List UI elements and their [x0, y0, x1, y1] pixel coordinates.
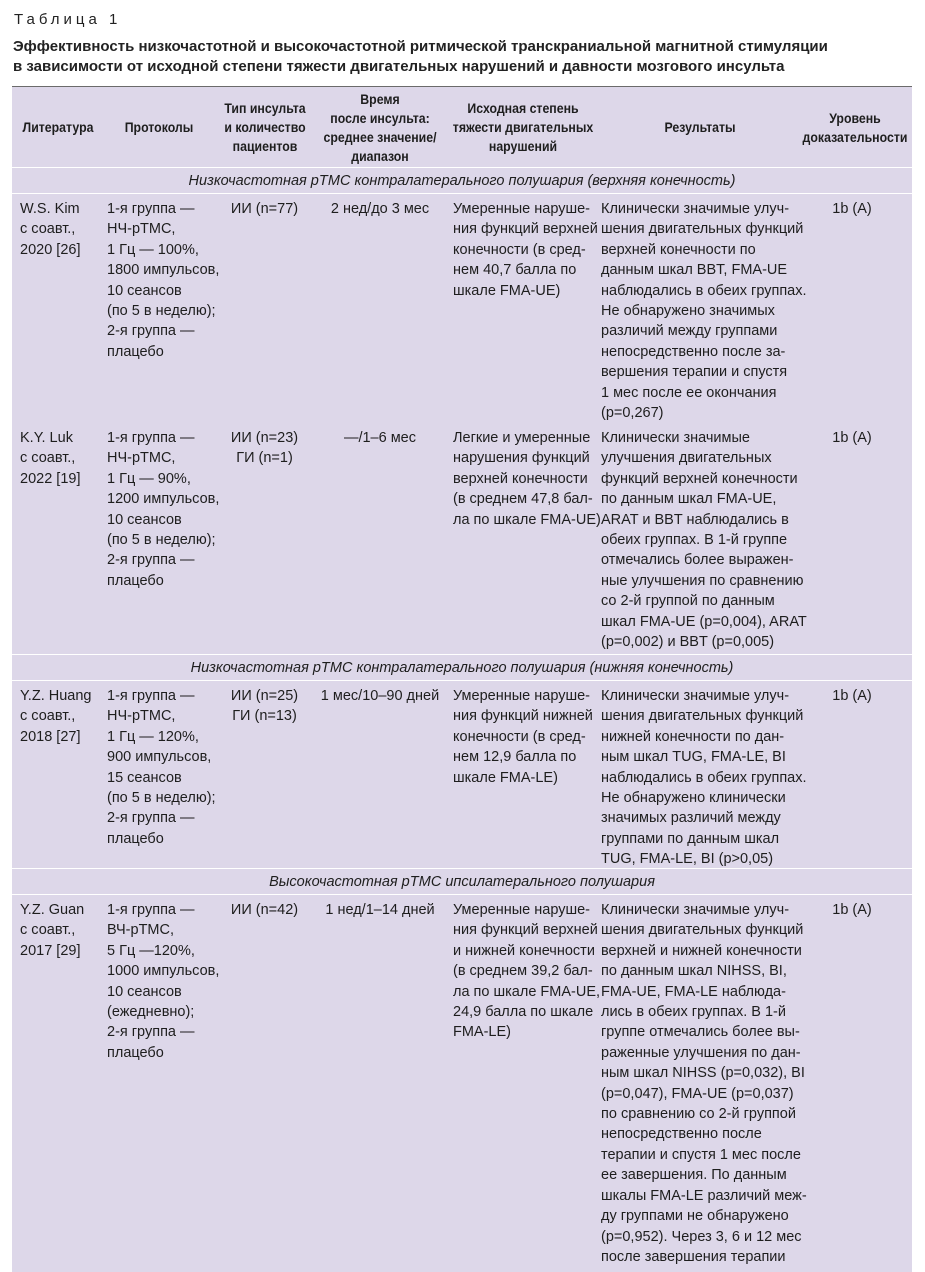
section-header: Низкочастотная рТМС контралатерального полушария (верхняя конечность)	[12, 167, 912, 194]
caption-title-line: Эффективность низкочастотной и высокочастотной ритмической транскраниальной магнитной стимуляции	[13, 38, 828, 55]
protocol-cell-line: 5 Гц —120%,	[107, 942, 195, 959]
time-after-stroke-cell	[312, 199, 448, 219]
literature-cell	[20, 686, 102, 747]
protocol-cell-line: 900 импульсов,	[107, 749, 212, 766]
table-header-row	[12, 87, 912, 169]
literature-cell	[20, 199, 102, 260]
column-header-line: доказательности	[802, 128, 908, 145]
protocol-cell-line: 15 сеансов	[107, 769, 182, 786]
results-cell-line: Не обнаружено значимых	[601, 303, 775, 320]
protocol-cell-line: НЧ-рТМС,	[107, 450, 176, 467]
severity-cell-line: ния функций верхней	[453, 922, 598, 939]
results-cell-line: Не обнаружено клинически	[601, 790, 786, 807]
results-cell-line: шкалы FMA-LE различий меж-	[601, 1187, 807, 1204]
results-cell-line: обеих группах. В 1-й группе	[601, 532, 788, 549]
protocol-cell-line: 1-я группа —	[107, 201, 195, 217]
results-cell-line: нижней конечности по дан-	[601, 728, 785, 745]
column-header-line: Уровень	[829, 109, 881, 126]
column-header-line: Результаты	[664, 119, 736, 135]
results-cell-line: (p=0,952). Через 3, 6 и 12 мес	[601, 1228, 802, 1245]
results-cell-line: ее завершения. По данным	[601, 1167, 787, 1184]
stroke-type-cell-line: ГИ (n=1)	[236, 450, 293, 467]
literature-cell-line: с соавт.,	[20, 221, 76, 238]
time-after-stroke-cell-line: —/1–6 мес	[343, 430, 417, 446]
table-caption-title	[13, 37, 913, 77]
results-table	[12, 86, 912, 1272]
severity-cell-line: ла по шкале FMA-UE,	[453, 983, 601, 1000]
severity-cell-line: Умеренные наруше-	[453, 201, 590, 217]
protocol-cell-line: (ежедневно);	[107, 1004, 195, 1021]
protocol-cell-line: 1 Гц — 90%,	[107, 470, 191, 487]
protocol-cell-line: 10 сеансов	[107, 511, 182, 528]
protocol-cell-line: 1-я группа —	[107, 902, 195, 918]
column-header	[453, 87, 592, 168]
column-header-line: нарушений	[488, 138, 558, 154]
results-cell-line: TUG, FMA-LE, BI (p>0,05)	[601, 851, 774, 868]
literature-cell-line: с соавт.,	[20, 708, 76, 725]
severity-cell-line: (в среднем 47,8 бал-	[453, 491, 593, 508]
protocol-cell	[107, 686, 222, 849]
protocol-cell-line: (по 5 в неделю);	[107, 790, 216, 807]
severity-cell-line: Умеренные наруше-	[453, 688, 590, 704]
protocol-cell-line: 1200 импульсов,	[107, 491, 220, 508]
stroke-type-cell-line: ГИ (n=13)	[232, 708, 297, 725]
stroke-type-cell-line: ИИ (n=42)	[230, 902, 299, 918]
protocol-cell	[107, 428, 222, 591]
results-cell	[601, 686, 807, 870]
protocol-cell-line: 1800 импульсов,	[107, 262, 220, 279]
results-cell-line: Клинически значимые улуч-	[601, 688, 790, 704]
severity-cell-line: шкале FMA-LE)	[453, 769, 558, 786]
results-cell-line: по сравнению со 2-й группой	[601, 1106, 796, 1123]
results-cell-line: вершения терапии и спустя	[601, 364, 788, 381]
protocol-cell-line: ВЧ-рТМС,	[107, 922, 175, 939]
evidence-level-cell	[792, 686, 912, 706]
severity-cell-line: нем 40,7 балла по	[453, 262, 577, 279]
protocol-cell-line: 1 Гц — 100%,	[107, 241, 199, 258]
results-cell-line: ARAT и BBT наблюдались в	[601, 511, 789, 528]
stroke-type-cell	[217, 900, 312, 920]
results-cell-line: различий между группами	[601, 323, 778, 340]
column-header	[220, 87, 310, 168]
severity-cell-line: 24,9 балла по шкале	[453, 1004, 594, 1021]
results-cell-line: ду группами не обнаружено	[601, 1208, 789, 1225]
stroke-type-cell-line: ИИ (n=77)	[230, 201, 299, 217]
literature-cell-line: Y.Z. Huang	[20, 688, 92, 704]
protocol-cell-line: НЧ-рТМС,	[107, 221, 176, 238]
literature-cell-line: 2022 [19]	[20, 470, 81, 487]
protocol-cell	[107, 199, 222, 362]
column-header-line: Исходная степень	[467, 100, 579, 116]
protocol-cell-line: плацебо	[107, 830, 164, 847]
stroke-type-cell	[217, 686, 312, 727]
protocol-cell-line: 1-я группа —	[107, 430, 195, 446]
results-cell-line: шения двигательных функций	[601, 922, 804, 939]
severity-cell	[453, 428, 603, 530]
protocol-cell-line: 2-я группа —	[107, 810, 195, 827]
time-after-stroke-cell	[312, 686, 448, 706]
results-cell-line: Клинически значимые	[601, 430, 750, 446]
evidence-level-cell-line: 1b (A)	[832, 902, 872, 918]
severity-cell	[453, 199, 603, 301]
results-cell	[601, 900, 807, 1267]
results-cell-line: Клинически значимые улуч-	[601, 201, 790, 217]
severity-cell	[453, 900, 603, 1043]
protocol-cell-line: плацебо	[107, 343, 164, 360]
results-cell-line: лись в обеих группах. В 1-й	[601, 1004, 786, 1021]
results-cell-line: функций верхней конечности	[601, 470, 798, 487]
column-header-line: диапазон	[351, 147, 409, 164]
protocol-cell	[107, 900, 222, 1063]
severity-cell-line: Легкие и умеренные	[453, 430, 591, 446]
protocol-cell-line: плацебо	[107, 1044, 164, 1061]
time-after-stroke-cell	[312, 900, 448, 920]
severity-cell-line: Умеренные наруше-	[453, 902, 590, 918]
results-cell-line: непосредственно после	[601, 1126, 762, 1143]
column-header-line: Протоколы	[124, 119, 194, 135]
severity-cell-line: конечности (в сред-	[453, 728, 586, 745]
severity-cell-line: и нижней конечности	[453, 942, 595, 959]
evidence-level-cell-line: 1b (A)	[832, 688, 872, 704]
protocol-cell-line: 1000 импульсов,	[107, 963, 220, 980]
severity-cell-line: верхней конечности	[453, 470, 588, 487]
literature-cell-line: с соавт.,	[20, 922, 76, 939]
section-header: Низкочастотная рТМС контралатерального полушария (нижняя конечность)	[12, 654, 912, 681]
column-header	[614, 87, 786, 168]
column-header-line: среднее значение/	[323, 128, 437, 145]
protocol-cell-line: 1 Гц — 120%,	[107, 728, 199, 745]
severity-cell-line: нарушения функций	[453, 450, 590, 467]
column-header-line: пациентов	[232, 138, 298, 154]
evidence-level-cell	[792, 428, 912, 448]
literature-cell-line: Y.Z. Guan	[20, 902, 85, 918]
results-cell	[601, 428, 807, 652]
severity-cell	[453, 686, 603, 788]
results-cell-line: отмечались более выражен-	[601, 552, 794, 569]
results-cell-line: шения двигательных функций	[601, 221, 804, 238]
literature-cell-line: W.S. Kim	[20, 201, 80, 217]
section-header: Высокочастотная рТМС ипсилатерального полушария	[12, 868, 912, 895]
results-cell-line: шения двигательных функций	[601, 708, 804, 725]
evidence-level-cell-line: 1b (A)	[832, 430, 872, 446]
results-cell-line: непосредственно после за-	[601, 343, 786, 360]
results-cell-line: верхней и нижней конечности	[601, 942, 802, 959]
stroke-type-cell	[217, 199, 312, 219]
column-header-line: тяжести двигательных	[452, 119, 594, 135]
literature-cell	[20, 428, 102, 489]
table-caption-label: Таблица 1	[14, 11, 122, 28]
protocol-cell-line: (по 5 в неделю);	[107, 532, 216, 549]
results-cell-line: ным шкал NIHSS (p=0,032), BI	[601, 1065, 805, 1082]
literature-cell-line: 2020 [26]	[20, 241, 81, 258]
results-cell-line: (p=0,267)	[601, 405, 664, 422]
evidence-level-cell	[792, 199, 912, 219]
caption-title-line: в зависимости от исходной степени тяжести двигательных нарушений и давности мозгового инсульта	[13, 58, 785, 75]
protocol-cell-line: плацебо	[107, 572, 164, 589]
results-cell-line: ные улучшения по сравнению	[601, 572, 804, 589]
stroke-type-cell-line: ИИ (n=23)	[230, 430, 299, 446]
column-header-line: Литература	[22, 119, 94, 135]
evidence-level-cell-line: 1b (A)	[832, 201, 872, 217]
results-cell-line: терапии и спустя 1 мес после	[601, 1146, 801, 1163]
results-cell-line: значимых различий между	[601, 810, 781, 827]
time-after-stroke-cell-line: 1 мес/10–90 дней	[320, 688, 440, 704]
column-header	[18, 87, 99, 168]
results-cell-line: (p=0,002) и BBT (p=0,005)	[601, 634, 775, 651]
results-cell-line: наблюдались в обеих группах.	[601, 282, 807, 299]
time-after-stroke-cell-line: 1 нед/1–14 дней	[325, 902, 435, 918]
results-cell-line: ным шкал TUG, FMA-LE, BI	[601, 749, 786, 766]
results-cell-line: по данным шкал FMA-UE,	[601, 491, 777, 508]
severity-cell-line: шкале FMA-UE)	[453, 282, 561, 299]
results-cell-line: по данным шкал NIHSS, BI,	[601, 963, 787, 980]
results-cell-line: верхней конечности по	[601, 241, 756, 258]
results-cell-line: улучшения двигательных	[601, 450, 772, 467]
time-after-stroke-cell	[312, 428, 448, 448]
stroke-type-cell-line: ИИ (n=25)	[230, 688, 299, 704]
time-after-stroke-cell-line: 2 нед/до 3 мес	[330, 201, 430, 217]
results-cell	[601, 199, 807, 423]
severity-cell-line: ла по шкале FMA-UE)	[453, 511, 601, 528]
results-cell-line: FMA-UE, FMA-LE наблюда-	[601, 983, 786, 1000]
results-cell-line: наблюдались в обеих группах.	[601, 769, 807, 786]
literature-cell-line: 2018 [27]	[20, 728, 81, 745]
literature-cell-line: K.Y. Luk	[20, 430, 73, 446]
column-header-line: Время	[360, 90, 400, 107]
results-cell-line: Клинически значимые улуч-	[601, 902, 790, 918]
severity-cell-line: нем 12,9 балла по	[453, 749, 577, 766]
severity-cell-line: ния функций верхней	[453, 221, 598, 238]
protocol-cell-line: НЧ-рТМС,	[107, 708, 176, 725]
results-cell-line: шкал FMA-UE (p=0,004), ARAT	[601, 613, 807, 630]
literature-cell	[20, 900, 102, 961]
protocol-cell-line: 10 сеансов	[107, 983, 182, 1000]
literature-cell-line: 2017 [29]	[20, 942, 81, 959]
column-header-line: после инсульта:	[330, 109, 430, 126]
protocol-cell-line: 2-я группа —	[107, 552, 195, 569]
protocol-cell-line: 2-я группа —	[107, 1024, 195, 1041]
column-header	[324, 87, 437, 168]
evidence-level-cell	[792, 900, 912, 920]
results-cell-line: 1 мес после ее окончания	[601, 384, 777, 401]
protocol-cell-line: (по 5 в неделю);	[107, 303, 216, 320]
severity-cell-line: конечности (в сред-	[453, 241, 586, 258]
results-cell-line: со 2-й группой по данным	[601, 593, 775, 610]
results-cell-line: группами по данным шкал	[601, 830, 780, 847]
results-cell-line: после завершения терапии	[601, 1248, 786, 1265]
severity-cell-line: ния функций нижней	[453, 708, 593, 725]
results-cell-line: раженные улучшения по дан-	[601, 1044, 801, 1061]
column-header	[111, 87, 208, 168]
column-header-line: и количество	[224, 119, 306, 135]
literature-cell-line: с соавт.,	[20, 450, 76, 467]
severity-cell-line: FMA-LE)	[453, 1024, 511, 1041]
results-cell-line: данным шкал BBT, FMA-UE	[601, 262, 788, 279]
results-cell-line: группе отмечались более вы-	[601, 1024, 800, 1041]
column-header	[802, 87, 908, 168]
stroke-type-cell	[217, 428, 312, 469]
protocol-cell-line: 1-я группа —	[107, 688, 195, 704]
protocol-cell-line: 10 сеансов	[107, 282, 182, 299]
protocol-cell-line: 2-я группа —	[107, 323, 195, 340]
column-header-line: Тип инсульта	[224, 100, 306, 116]
severity-cell-line: (в среднем 39,2 бал-	[453, 963, 593, 980]
results-cell-line: (p=0,047), FMA-UE (p=0,037)	[601, 1085, 794, 1102]
